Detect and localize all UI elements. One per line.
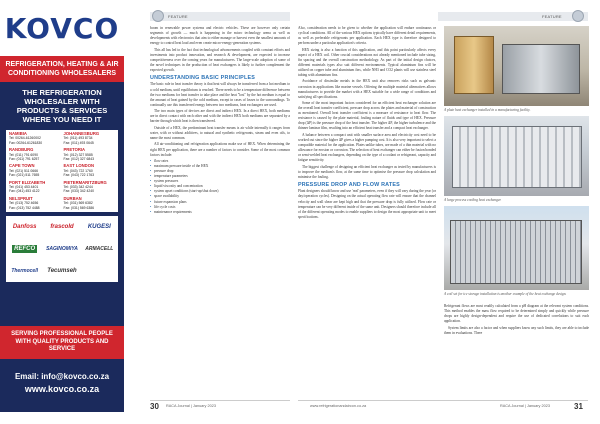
photo-caption: A coil set for ice storage installation is another example of the heat exchange design. — [444, 292, 567, 296]
branch-tel: Tel: (012) 327 5585 — [63, 152, 93, 157]
feature-label-right: FEATURE — [542, 14, 562, 19]
feature-icon — [152, 10, 164, 22]
brand-logos — [6, 216, 118, 282]
branch — [9, 197, 61, 210]
branch — [9, 148, 61, 161]
list-item: • system upset conditions (start-up/shut down) — [150, 189, 290, 194]
branch-tel: Tel: (013) 752 4656 — [9, 201, 39, 206]
paragraph: Outside of a HEX, the predominant heat transfer means is air while internally it ranges from water, with or without additives, to natural and synthetic refrigerants, steam and even oils, to name the most common. — [150, 125, 290, 140]
brand-logo: Thermocell — [11, 268, 38, 275]
ad-tagline: REFRIGERATION, HEATING & AIR CONDITIONING WHOLESALERS — [0, 56, 124, 82]
paragraph: The basic rule in heat transfer theory is that heat will always be transferred from a hot medium to a cold medium, until equilibrium is reached. There needs to be a temperature difference between the two mediums for heat transfer to take place and the heat "lost" by the hot medium is equal to the amount of heat gained by the cold medium, except in cases of losses to the surroundings. To continually use this transferred energy between two mediums, heat exchangers are used. — [150, 82, 290, 107]
branch-name: NAMIBIA — [9, 131, 27, 136]
list-item: • pressure drop — [150, 169, 290, 174]
branch-tel: Tel: (041) 453 4401 — [9, 185, 39, 190]
photo-process-cooling — [444, 116, 589, 196]
cooling-unit — [452, 126, 582, 188]
article-column-1 — [150, 26, 290, 398]
ad-email: Email: info@kovco.co.za — [14, 372, 110, 381]
kovco-logo — [0, 0, 124, 56]
branch-tel: Tel: (011) 493 8734 — [63, 136, 93, 141]
brand-logo: KUGESI — [87, 223, 111, 230]
feature-tab-right — [438, 12, 588, 21]
brand-logo: ARMACELL — [85, 246, 114, 253]
paragraph: Also, consideration needs to be given to whether the application will endure continuous or cyclical conditions. All of the various HEX options typically have different detail requirements, as well as preferable refrigerants per application. Each HEX type is therefore designed to perform under a particular application's criteria. — [298, 26, 436, 46]
paragraph: The biggest challenge of designing an efficient heat exchanger as tested by manufacturers is to improve the medium's flow, at the same time to optimise the pressure drop calculation and minimise the fouling. — [298, 164, 436, 179]
branch-name: EAST LONDON — [63, 163, 94, 169]
footer-journal-right: RACA Journal | January 2023 — [500, 404, 550, 408]
ad-website: www.kovco.co.za — [24, 384, 100, 394]
branch-fax: Fax: (041) 453 4122 — [9, 189, 40, 194]
page-number-right: 31 — [574, 402, 583, 411]
branch-name: DURBAN — [63, 195, 82, 201]
branch — [64, 148, 116, 161]
paragraph: A balance between a compact unit with smaller surface area and electricity cost need to be worked out since the higher ΔP gives a higher pumping cost. It is also very important to select a compatible material for the application. Plates unlike tubes, are made of a thin material with no allowance for erosion or corrosion. The selection of heat exchanger can either be fusion bonded or semi-welded heat exchangers, depending on the type of a coolant or refrigerant, capacity and fatigue sensitivity. — [298, 132, 436, 163]
branch-tel: Tel: (043) 722 1760 — [63, 168, 93, 173]
paragraph: Some of the most important factors considered for an efficient heat exchanger solution are the overall heat transfer coefficient, pressure drop across the plates and material of construction as mentioned. Overall heat transfer coefficient is a measure of resistance to heat flow. The resistance is caused by the plate material, fouling nature of fluids and type of HEX. Pressure drop (ΔP) is the pressure drop of the heat transfer. The higher ΔP, the higher turbulence and the thinner laminar film, resulting into an efficient heat transfer and a compact heat exchanger. — [298, 101, 436, 131]
branch-tel: Tel: (031) 569 6382 — [63, 201, 93, 206]
feature-icon — [572, 10, 584, 22]
branch-tel: Tel: 00264-61260002 — [9, 136, 41, 141]
branch-fax: Fax: (031) 569 6386 — [63, 205, 95, 210]
brand-logo: frascold — [50, 223, 74, 230]
list-item: • system pressures — [150, 179, 290, 184]
paragraph: Avoidance of dissimilar metals in the HEX unit also removes risks such as galvanic corrosion in applications like marine vessels. Offering the multiple material alternatives allows manufacturers to provide the market with a HEX suitable for a wide range of conditions and satisfying all specifications. — [298, 79, 436, 99]
list-item: • life cycle costs — [150, 205, 290, 210]
photo-caption: A large process cooling heat exchanger. — [444, 198, 502, 202]
footer-journal-left: RACA Journal | January 2023 — [166, 404, 216, 408]
branch — [64, 132, 116, 145]
paragraph: This all has led to the fact that technological advancements coupled with constant efforts and investments into product innovation, and research & development, are expected to increase competitiveness over the coming years for manufacturers. The large-scale adoption of some of the novel techniques in the production of heat exchangers is likely to further complement the expected growth. — [150, 47, 290, 72]
footer-rule — [298, 400, 588, 401]
branch-tel: Tel: (033) 342 4244 — [63, 185, 93, 190]
article-column-3 — [444, 304, 589, 398]
branch-name: RANDBURG — [9, 147, 34, 153]
branch-fax: Fax: (013) 752 4488 — [9, 205, 40, 210]
branch-fax: Fax: (012) 327 6843 — [63, 157, 95, 162]
photo-ice-storage-coil — [444, 206, 589, 290]
photo-caption: A plate heat exchanger installed in a manufacturing facility. — [444, 108, 531, 112]
list-item: • liquid viscosity and concentration — [150, 184, 290, 189]
factor-list — [150, 159, 290, 215]
kovco-advert — [0, 0, 124, 412]
branch-list — [6, 130, 118, 212]
steel-tank — [502, 44, 580, 94]
branch — [64, 181, 116, 194]
branch-tel: Tel: (011) 791 6090 — [9, 152, 38, 157]
paragraph: HEX sizing is also a function of this application, and this point particularly affects every aspect of a HEX coil. Other crucial considerations not already mentioned include tube sizing, fin spacing and the overall construction methodology. As part of the initial design choices, different materials types also suit different environments. Typical aluminium fins will be utilised on copper tube and aluminium fins, while NH3 and CO2 plants will use stainless steel tubing with aluminium fins. — [298, 47, 436, 77]
paragraph: Refrigerant flows are most readily calculated from a pH diagram at the relevant system conditions. This method enables the mass flow required to be determined simply and quickly while pressure drops are highly design-dependent and require the use of dedicated correlations to suit each application. — [444, 304, 589, 324]
branch-tel: Tel: (021) 511 0666 — [9, 168, 38, 173]
brand-logo: Tecumseh — [47, 268, 77, 275]
branch-fax: Fax: (011) 791 6257 — [9, 157, 40, 162]
article-column-2 — [298, 26, 436, 398]
brand-logo: SAGINOMIYA — [46, 246, 78, 253]
paragraph: All air-conditioning and refrigeration applications make use of HEX. When determining the right HEX per application, there are a number of factors to consider. Some of the most common factors include: — [150, 142, 290, 157]
list-item: • maintenance requirements — [150, 210, 290, 215]
list-item: • temperature parameters — [150, 174, 290, 179]
photo-plate-heat-exchanger — [444, 26, 589, 106]
branch-name: PIETERMARITZBURG — [63, 179, 107, 185]
section-heading: PRESSURE DROP AND FLOW RATES — [298, 181, 400, 188]
branch — [9, 164, 61, 177]
branch-name: JOHANNESBURG — [63, 131, 100, 136]
branch — [64, 197, 116, 210]
branch-name: NELSPRUIT — [9, 195, 33, 201]
footer-url[interactable]: www.refrigerationandaircon.co.za — [310, 404, 367, 408]
brand-logo: REFCO — [14, 246, 36, 253]
branch — [9, 132, 61, 145]
ad-slogan: SERVING PROFESSIONAL PEOPLE WITH QUALITY PRODUCTS AND SERVICE — [0, 326, 124, 359]
coil-set — [450, 220, 582, 284]
branch-fax: Fax: (043) 722 1763 — [63, 173, 95, 178]
page-number-left: 30 — [150, 402, 159, 411]
branch-name: PRETORIA — [63, 147, 86, 153]
list-item: • space availability — [150, 194, 290, 199]
branch-fax: Fax: (021) 511 7655 — [9, 173, 40, 178]
copper-pipe — [454, 36, 494, 94]
branch — [9, 181, 61, 194]
list-item: • flow rates — [150, 159, 290, 164]
paragraph: The two main types of devices are direct and indirect HEX. In a direct HEX, both mediums are in direct contact with each other and with the indirect HEX both mediums are separated by a barrier through which heat is then transferred. — [150, 109, 290, 124]
branch-fax: Fax: (011) 493 0645 — [63, 140, 94, 145]
branch-name: CAPE TOWN — [9, 163, 35, 169]
footer-rule — [150, 400, 290, 401]
ad-headline: THE REFRIGERATION WHOLESALER WITH PRODUCTS & SERVICES WHERE YOU NEED IT — [16, 88, 108, 124]
feature-label-left: FEATURE — [168, 14, 188, 19]
list-item: • future expansion plans — [150, 200, 290, 205]
ad-contact — [0, 362, 124, 394]
logo-text: KOVCO — [4, 11, 120, 45]
branch-fax: Fax: (033) 342 4240 — [63, 189, 95, 194]
branch-name: PORT ELIZABETH — [9, 179, 46, 185]
paragraph: boom in renewable power systems and electric vehicles. These are however only certain segments of growth — much is happening in the micro technology arena as well as developments with electronics that aim to either manage or harvest even the smallest amounts of energy to control heat load and even create micro-energy-generation systems. — [150, 26, 290, 46]
branch-fax: Fax: 00264-61261830 — [9, 140, 43, 145]
list-item: • maximum pressure inside of the HEX — [150, 164, 290, 169]
section-heading: UNDERSTANDING BASIC PRINCIPLES — [150, 74, 256, 81]
brand-logo: Danfoss — [12, 223, 37, 230]
paragraph: System limits are also a factor and when suppliers know any such limits, they are able to include them in evaluations. There — [444, 325, 589, 335]
branch — [64, 164, 116, 177]
paragraph: Plant designers should know and use 'real' parameters, even if they will vary during the year (or day/operation cycles). Designing on the actual operating flow rate will ensure that the channel velocity and wall shear are kept high and that the pressure drop is fully utilised. Flow rate or temperature can be very different inside of the same unit. Designers should therefore include all of the different operating modes to enable suppliers to design the most appropriate unit to meet specifications. — [298, 189, 436, 219]
